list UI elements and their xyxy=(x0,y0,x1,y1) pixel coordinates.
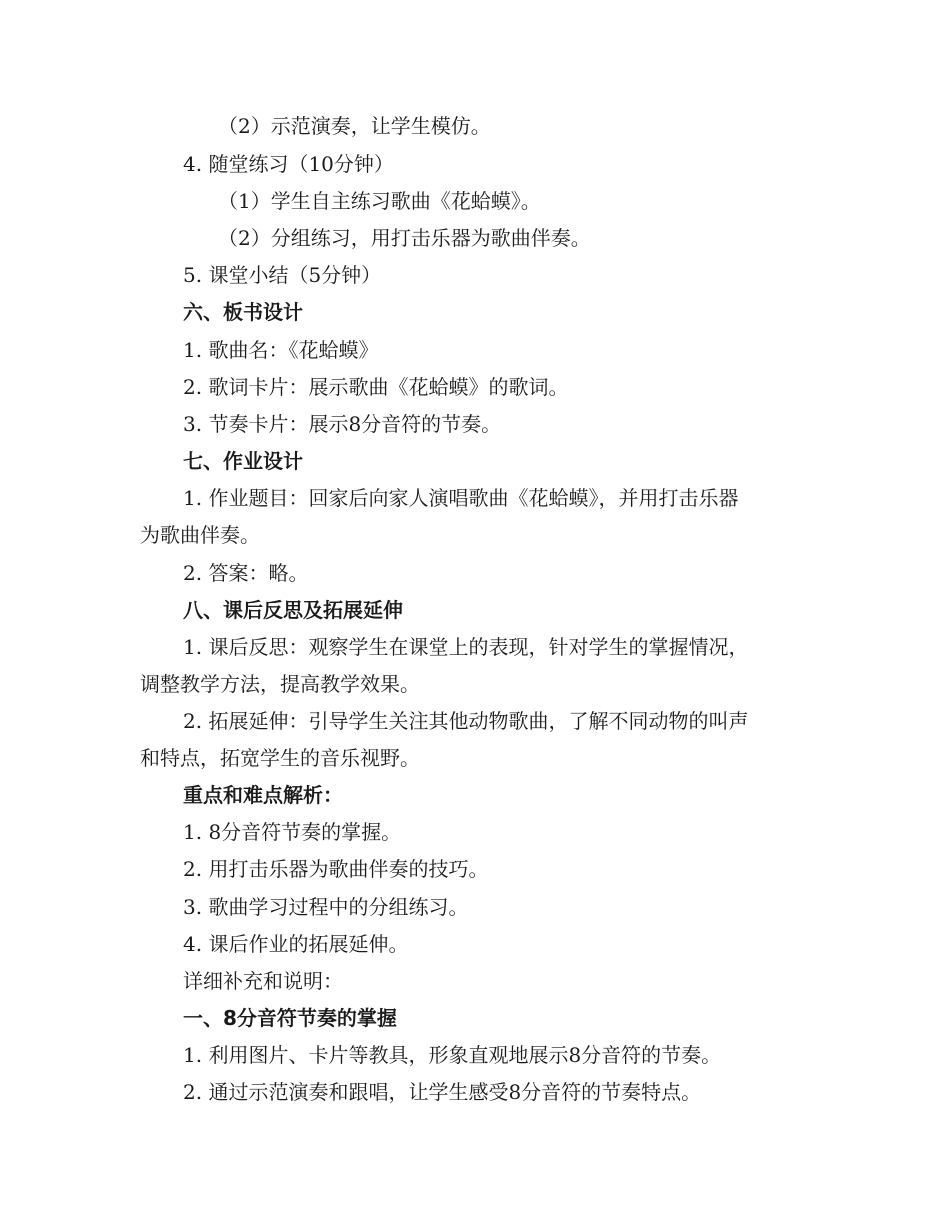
list-item: 1. 作业题目：回家后向家人演唱歌曲《花蛤蟆》，并用打击乐器 xyxy=(183,486,739,510)
section-heading: 七、作业设计 xyxy=(183,449,303,473)
list-item: 1. 利用图片、卡片等教具，形象直观地展示8分音符的节奏。 xyxy=(183,1043,722,1067)
list-item: 4. 随堂练习（10分钟） xyxy=(183,152,394,176)
list-item: 3. 歌曲学习过程中的分组练习。 xyxy=(183,895,469,919)
section-heading: 一、8分音符节奏的掌握 xyxy=(183,1006,397,1030)
text-line: （2）示范演奏，让学生模仿。 xyxy=(218,114,491,138)
list-item: 2. 用打击乐器为歌曲伴奏的技巧。 xyxy=(183,857,489,881)
text-line: 调整教学方法，提高教学效果。 xyxy=(140,672,420,696)
text-line: 和特点，拓宽学生的音乐视野。 xyxy=(140,746,420,770)
list-item: 4. 课后作业的拓展延伸。 xyxy=(183,932,409,956)
text-line: （1）学生自主练习歌曲《花蛤蟆》。 xyxy=(218,189,541,213)
list-item: 2. 拓展延伸：引导学生关注其他动物歌曲，了解不同动物的叫声 xyxy=(183,709,749,733)
list-item: 2. 答案：略。 xyxy=(183,561,309,585)
section-heading: 六、板书设计 xyxy=(183,300,303,324)
text-line: 详细补充和说明： xyxy=(183,969,343,993)
section-heading: 八、课后反思及拓展延伸 xyxy=(183,598,403,622)
list-item: 1. 8分音符节奏的掌握。 xyxy=(183,820,402,844)
text-line: （2）分组练习，用打击乐器为歌曲伴奏。 xyxy=(218,226,591,250)
list-item: 2. 通过示范演奏和跟唱，让学生感受8分音符的节奏特点。 xyxy=(183,1080,702,1104)
text-line: 为歌曲伴奏。 xyxy=(140,523,260,547)
list-item: 1. 歌曲名：《花蛤蟆》 xyxy=(183,338,379,362)
section-heading: 重点和难点解析： xyxy=(183,783,343,807)
list-item: 5. 课堂小结（5分钟） xyxy=(183,263,382,287)
list-item: 1. 课后反思：观察学生在课堂上的表现，针对学生的掌握情况， xyxy=(183,635,749,659)
list-item: 2. 歌词卡片：展示歌曲《花蛤蟆》的歌词。 xyxy=(183,375,569,399)
list-item: 3. 节奏卡片：展示8分音符的节奏。 xyxy=(183,412,502,436)
